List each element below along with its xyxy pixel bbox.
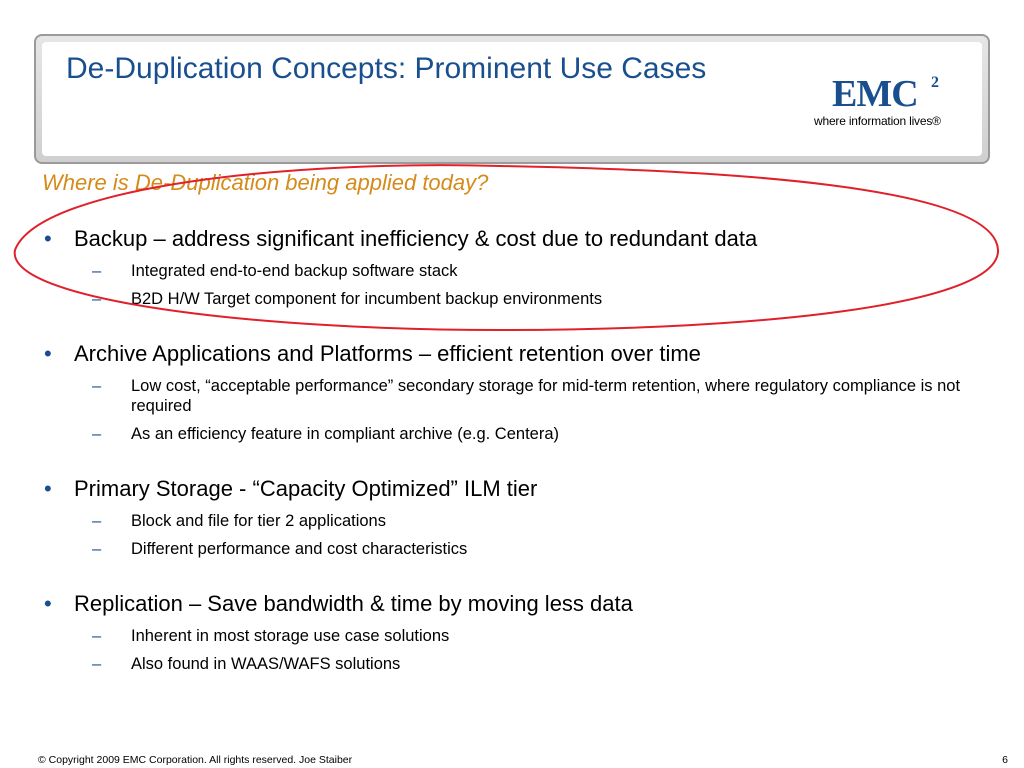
bullet-item [44,340,984,368]
slide-title: De-Duplication Concepts: Prominent Use Cases [66,52,707,85]
sub-item-text: Inherent in most storage use case solutions [131,627,450,645]
sub-item [44,654,984,674]
bullet-list [44,225,984,674]
page-number: 6 [1002,754,1008,766]
sub-item-text: Different performance and cost characteristics [131,540,468,558]
bullet-text: Archive Applications and Platforms – efficient retention over time [74,341,701,366]
logo-superscript: 2 [931,74,939,91]
dash-icon: – [92,290,102,308]
dash-icon: – [92,655,102,673]
bullet-item [44,590,984,618]
dash-icon: – [92,425,102,443]
bullet-primary-storage [44,475,984,559]
sub-item [44,376,984,416]
bullet-replication [44,590,984,674]
dash-icon: – [92,627,102,645]
sub-item [44,289,984,309]
sub-item-text: B2D H/W Target component for incumbent backup environments [131,290,603,308]
dash-icon: – [92,262,102,280]
sub-item-text: Block and file for tier 2 applications [131,512,386,530]
dash-icon: – [92,377,102,395]
bullet-text: Backup – address significant inefficiency & cost due to redundant data [74,226,758,251]
bullet-archive [44,340,984,444]
sub-item-text: Also found in WAAS/WAFS solutions [131,655,401,673]
sub-item-text: As an efficiency feature in compliant archive (e.g. Centera) [131,425,559,443]
sub-item-text: Integrated end-to-end backup software stack [131,262,458,280]
bullet-icon: • [44,476,52,501]
sub-item [44,261,984,281]
bullet-item [44,225,984,253]
bullet-item [44,475,984,503]
bullet-text: Primary Storage - “Capacity Optimized” ILM tier [74,476,538,501]
emc-logo [812,72,962,132]
bullet-icon: • [44,226,52,251]
bullet-icon: • [44,341,52,366]
sub-item [44,424,984,444]
slide-subtitle: Where is De-Duplication being applied today? [42,170,489,195]
logo-tagline: where information lives® [814,114,941,128]
dash-icon: – [92,512,102,530]
bullet-text: Replication – Save bandwidth & time by moving less data [74,591,633,616]
bullet-backup [44,225,984,309]
footer-copyright: © Copyright 2009 EMC Corporation. All rights reserved. Joe Staiber [38,754,353,766]
sub-item [44,511,984,531]
sub-item [44,539,984,559]
logo-mark: EMC [832,73,918,115]
sub-item [44,626,984,646]
dash-icon: – [92,540,102,558]
sub-item-text: Low cost, “acceptable performance” secondary storage for mid-term retention, where regulatory compliance is not required [131,377,961,415]
bullet-icon: • [44,591,52,616]
